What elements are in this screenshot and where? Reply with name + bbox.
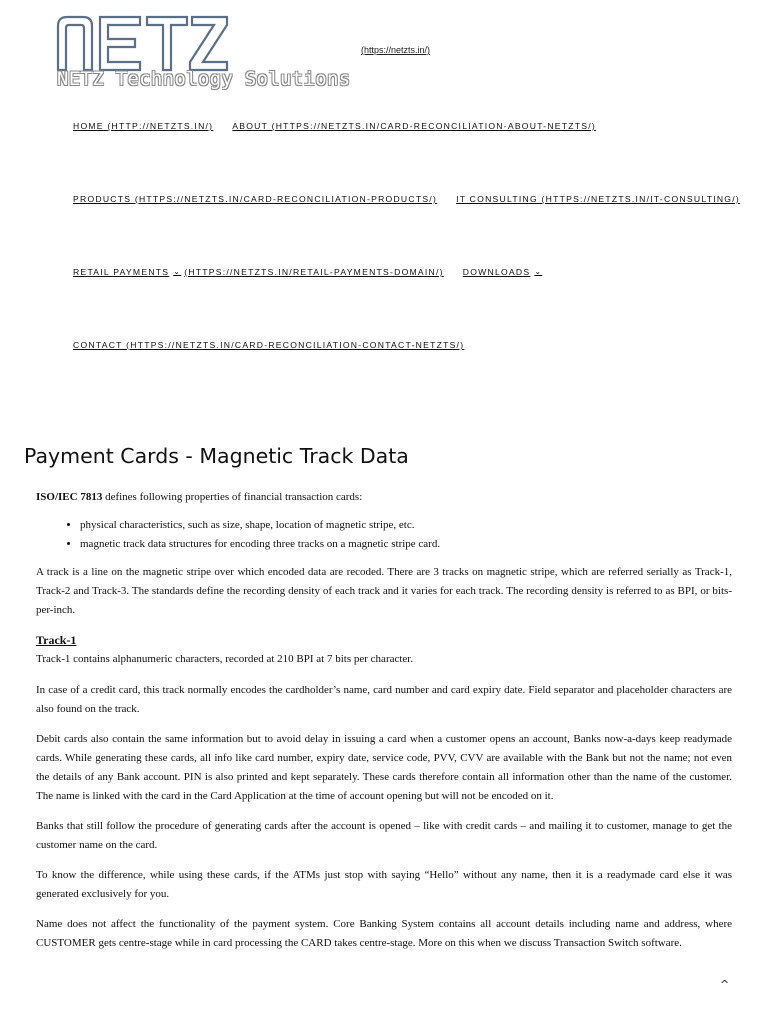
credit-card-paragraph: In case of a credit card, this track normally encodes the cardholder’s name, card number and card expiry date. Field separator and placeholder characters are also found on the track. xyxy=(36,684,732,715)
nav-row-1 xyxy=(73,121,596,131)
banks-paragraph: Banks that still follow the procedure of generating cards after the account is opened – like with credit cards – and mailing it to customer, manage to get the customer name on the card. xyxy=(36,820,732,851)
chevron-down-icon[interactable]: ⌄ xyxy=(534,266,543,276)
nav-about[interactable]: ABOUT (HTTPS://NETZTS.IN/CARD-RECONCILIATION-ABOUT-NETZTS/) xyxy=(232,121,596,131)
list-item: • physical characteristics, such as size, shape, location of magnetic stripe, etc. xyxy=(80,516,440,535)
nav-contact[interactable]: CONTACT (HTTPS://NETZTS.IN/CARD-RECONCILIATION-CONTACT-NETZTS/) xyxy=(73,340,465,350)
track1-paragraph: Track-1 contains alphanumeric characters, recorded at 210 BPI at 7 bits per character. xyxy=(36,653,414,665)
difference-paragraph: To know the difference, while using these cards, if the ATMs just stop with saying “Hello” without any name, then it is a readymade card else it was generated exclusively for you. xyxy=(36,869,732,900)
chevron-down-icon[interactable]: ⌄ xyxy=(173,266,182,276)
logo-link[interactable]: (https://netzts.in/) xyxy=(361,45,431,55)
intro-text: defines following properties of financial transaction cards: xyxy=(102,491,363,503)
iso-standard-name: ISO/IEC 7813 xyxy=(36,491,103,503)
site-logo[interactable] xyxy=(55,14,365,94)
nav-retail-payments-label: RETAIL PAYMENTS xyxy=(73,267,170,277)
nav-downloads-label: DOWNLOADS xyxy=(462,267,531,277)
nav-it-consulting[interactable]: IT CONSULTING (HTTPS://NETZTS.IN/IT-CONSULTING/) xyxy=(456,194,740,204)
nav-retail-payments-url: (HTTPS://NETZTS.IN/RETAIL-PAYMENTS-DOMAIN/) xyxy=(184,267,444,277)
properties-list xyxy=(36,516,440,554)
name-paragraph: Name does not affect the functionality of the payment system. Core Banking System contains all account details including name and address, where CUSTOMER gets centre-stage while in card processing the CARD takes centre-stage. More on this when we discuss Transaction Switch software. xyxy=(36,918,732,949)
list-item: • magnetic track data structures for encoding three tracks on a magnetic stripe card. xyxy=(80,535,440,554)
nav-row-4 xyxy=(73,340,464,350)
page-title: Payment Cards - Magnetic Track Data xyxy=(24,444,409,468)
nav-row-2 xyxy=(73,194,740,204)
nav-retail-payments[interactable] xyxy=(73,267,444,277)
netz-logo-graphic xyxy=(55,14,230,72)
nav-row-3 xyxy=(73,267,545,277)
track1-heading: Track-1 xyxy=(36,633,77,647)
scroll-to-top-button[interactable]: ^ xyxy=(720,978,730,991)
debit-card-paragraph: Debit cards also contain the same information but to avoid delay in issuing a card when a customer opens an account, Banks now-a-days keep readymade cards. While generating these cards, all info like card number, expiry date, service code, PVV, CVV are available with the Bank but not the name; not even the details of any Bank account. PIN is also printed and kept separately. These cards therefore contain all information other than the name of the customer. The name is linked with the card in the Card Application at the time of account opening but will not be encoded on it. xyxy=(36,733,732,802)
nav-downloads[interactable] xyxy=(463,267,546,277)
tracks-paragraph: A track is a line on the magnetic stripe over which encoded data are recoded. There are 3 tracks on magnetic stripe, which are referred serially as Track-1, Track-2 and Track-3. The standards define the recording density of each track and it varies for each track. The recording density is referred to as BPI, or bits-per-inch. xyxy=(36,566,732,616)
nav-home[interactable]: HOME (HTTP://NETZTS.IN/) xyxy=(73,121,214,131)
intro-paragraph xyxy=(36,488,732,507)
nav-products[interactable]: PRODUCTS (HTTPS://NETZTS.IN/CARD-RECONCILIATION-PRODUCTS/) xyxy=(73,194,438,204)
site-tagline: NETZ Technology Solutions xyxy=(57,68,351,90)
